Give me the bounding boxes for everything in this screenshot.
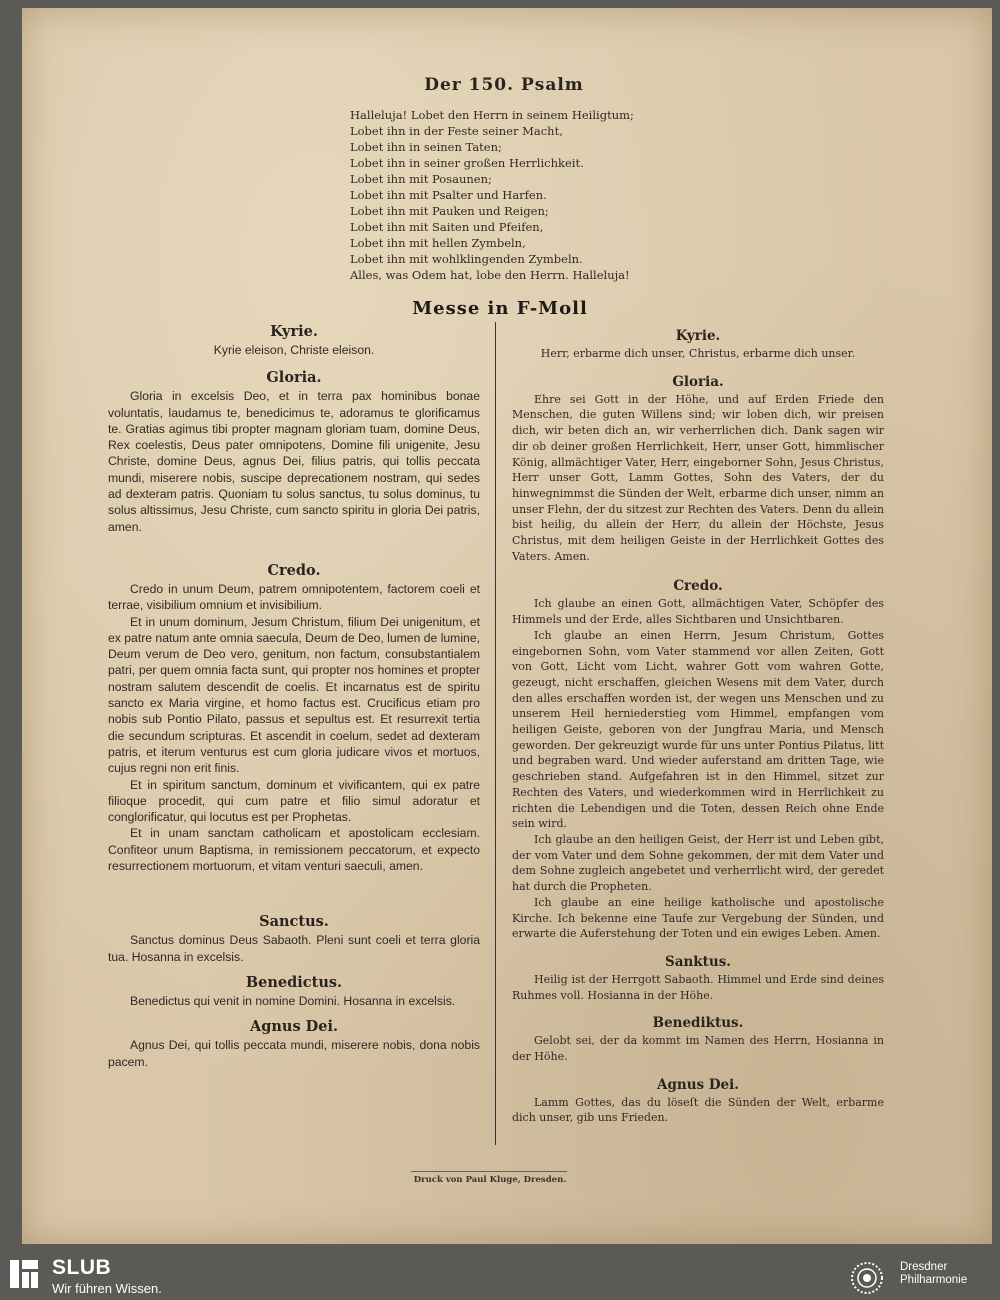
psalm-line: Lobet ihn in der Feste seiner Macht,	[350, 124, 563, 138]
latin-gloria-text: Gloria in excelsis Deo, et in terra pax hominibus bonae voluntatis, laudamus te, benedicimus te, adoramus te glorificamus te. Gratias agimus tibi propter magnam gloriam tuam, domine Deus, Rex coelestis, Deus pater omnipotens, Domine fili unigenite, Jesu Christe, domine Deus, agnus Dei, filius patris, qui tollis peccata mundi, miserere nobis, suscipe deprecationem nostram, qui sedes ad dexteram patris. Quoniam tu solus sanctus, tu solus dominus, tu solus altissimus, Jesu Christe, cum sancto spiritu in gloria Dei patris, amen.	[108, 389, 480, 534]
german-kyrie-text: Herr, erbarme dich unser, Christus, erbarme dich unser.	[540, 347, 856, 360]
printer-imprint: Druck von Paul Kluge, Dresden.	[413, 1175, 567, 1185]
footer-bar	[0, 1250, 1000, 1300]
german-credo-title: Credo.	[673, 578, 723, 595]
mass-title: Messe in F-Moll	[412, 298, 588, 319]
slub-name: SLUB	[52, 1256, 112, 1279]
psalm-title: Der 150. Psalm	[424, 75, 584, 95]
latin-credo-title: Credo.	[267, 561, 321, 579]
latin-agnus-title: Agnus Dei.	[249, 1018, 339, 1036]
german-sanctus-title: Sanktus.	[664, 953, 732, 970]
latin-credo-p1: Credo in unum Deum, patrem omnipotentem, factorem coeli et terrae, visibilium omnium et invisibilium.	[108, 581, 480, 613]
latin-kyrie-text: Kyrie eleison, Christe eleison.	[213, 343, 375, 357]
psalm-line: Lobet ihn mit Saiten und Pfeifen,	[350, 220, 544, 234]
latin-benedictus-text: Benedictus qui venit in nomine Domini. Hosanna in excelsis.	[130, 993, 456, 1008]
psalm-line: Lobet ihn in seinen Taten;	[350, 140, 502, 154]
philharmonie-line1: Dresdner	[900, 1261, 948, 1273]
psalm-line: Lobet ihn mit Posaunen;	[350, 172, 492, 186]
latin-kyrie-title: Kyrie.	[270, 323, 318, 340]
german-credo-p4: Ich glaube an eine heilige katholische und apostolische Kirche. Ich bekenne eine Taufe zur Vergebung der Sünden, und erwarte die Auferstehung der Toten und ein ewiges Leben. Amen.	[512, 895, 884, 941]
latin-gloria-title: Gloria.	[266, 369, 322, 387]
psalm-verses	[350, 107, 670, 283]
psalm-line: Lobet ihn mit hellen Zymbeln,	[350, 236, 526, 250]
german-credo-p3: Ich glaube an den heiligen Geist, der Herr ist und Leben gibt, der vom Vater und dem Sohne gekommen, der mit dem Vater und dem Sohne zugleich angebetet und verherrlicht wird, der geredet hat durch die Propheten.	[512, 832, 884, 894]
german-credo-p2: Ich glaube an einen Herrn, Jesum Christum, Gottes eingebornen Sohn, vom Vater stammend vor allen Zeiten, Gott von Gott, Licht vom Licht, wahrer Gott vom wahren Gotte, gezeugt, nicht erschaffen, gleichen Wesens mit dem Vater, durch den alles erschaffen worden ist, der wegen uns Menschen und zu unserem Heil herniederstieg vom Himmel, empfangen vom heiligen Geiste, geboren von der Jungfrau Maria, und Mensch geworden. Der gekreuzigt wurde für uns unter Pontius Pilatus, litt und begraben ward. Und wieder auferstand am dritten Tage, wie geschrieben stand. Aufgefahren ist in den Himmel, sitzet zur Rechten des Vaters, und wiederkommen wird in Herrlichkeit zu richten die Lebendigen und die Toten, dessen Reich ohne Ende sein wird.	[512, 628, 884, 831]
latin-credo-p2: Et in unum dominum, Jesum Christum, filium Dei unigenitum, et ex patre natum ante omnia saecula, Deum de Deo, lumen de lumine, Deum verum de Deo vero, genitum, non factum, consubstantialem patri, per quem omnia facta sunt, qui propter nos homines et propter nostram salutem descendit de coelis. Et incarnatus est de spiritu sancto ex Maria virgine, et homo factus est. Crucificus etiam pro nobis sub Pontio Pilato, passus et sepultus est. Et resurrexit tertia die secundum scripturas. Et ascendit in coelum, sedet ad dexteram patris, et iterum venturus est cum gloria judicare vivos et mortuos, cujus regni non erit finis.	[108, 614, 480, 776]
german-column	[512, 326, 884, 1126]
german-gloria-title: Gloria.	[672, 373, 724, 390]
psalm-line: Alles, was Odem hat, lobe den Herrn. Halleluja!	[350, 268, 630, 282]
philharmonie-line2: Philharmonie	[900, 1274, 968, 1286]
german-credo-p1: Ich glaube an einen Gott, allmächtigen Vater, Schöpfer des Himmels und der Erde, alles Sichtbaren und Unsichtbaren.	[512, 597, 884, 627]
german-gloria-text: Ehre sei Gott in der Höhe, und auf Erden Friede den Menschen, die guten Willens sind; wir loben dich, wir preisen dich, wir beten dich an, wir verherrlichen dich. Dank sagen wir dir ob deiner großen Herrlichkeit, Herr, unser Gott, himmlischer König, allmächtiger Vater, Herr, eingeborner Sohn, Jesus Christus, Herr unser Gott, Lamm Gottes, Sohn des Vaters, der du hinwegnimmst die Sünden der Welt, erbarme dich unser, nimm an unser Flehn, der du sitzest zur Rechten des Vaters. Denn du allein bist heilig, du allein der Herr, du allein der Höchste, Jesus Christus, mit dem heiligen Geiste in der Herrlichkeit Gottes des Vaters. Amen.	[512, 392, 884, 563]
psalm-line: Halleluja! Lobet den Herrn in seinem Heiligtum;	[350, 108, 634, 122]
philharmonie-logo-icon	[842, 1253, 892, 1299]
latin-sanctus-text: Sanctus dominus Deus Sabaoth. Pleni sunt coeli et terra gloria tua. Hosanna in excelsis.	[108, 933, 480, 964]
psalm-line: Lobet ihn mit Psalter und Harfen.	[350, 188, 547, 202]
latin-column	[108, 322, 480, 1070]
psalm-line: Lobet ihn mit Pauken und Reigen;	[350, 204, 549, 218]
german-agnus-text: Lamm Gottes, das du löseſt die Sünden der Welt, erbarme dich unser, gib uns Frieden.	[512, 1095, 884, 1125]
latin-credo-p3: Et in spiritum sanctum, dominum et vivificantem, qui ex patre filioque procedit, qui cum patre et filio simul adoratur et conglorificatur, qui locutus est per Prophetas.	[108, 777, 480, 825]
german-benedictus-title: Benediktus.	[652, 1015, 744, 1032]
latin-benedictus-title: Benedictus.	[245, 973, 343, 991]
slub-logo-icon	[8, 1258, 40, 1290]
german-agnus-title: Agnus Dei.	[657, 1076, 739, 1093]
psalm-line: Lobet ihn in seiner großen Herrlichkeit.	[350, 156, 584, 170]
latin-agnus-text: Agnus Dei, qui tollis peccata mundi, miserere nobis, dona nobis pacem.	[108, 1038, 480, 1069]
psalm-section	[0, 75, 1000, 282]
german-benedictus-text: Gelobt sei, der da kommt im Namen des Herrn, Hosianna in der Höhe.	[512, 1034, 884, 1064]
german-sanctus-text: Heilig ist der Herrgott Sabaoth. Himmel und Erde sind deines Ruhmes voll. Hosianna in der Höhe.	[512, 972, 884, 1002]
slub-tagline: Wir führen Wissen.	[52, 1281, 162, 1296]
psalm-line: Lobet ihn mit wohlklingenden Zymbeln.	[350, 252, 583, 266]
column-divider	[495, 322, 496, 1145]
philharmonie-name	[900, 1261, 967, 1287]
latin-sanctus-title: Sanctus.	[259, 913, 329, 931]
latin-credo-p4: Et in unam sanctam catholicam et apostolicam ecclesiam. Confiteor unum Baptisma, in remissionem peccatorum, et expecto resurrectionem mortuorum, et vitam venturi saeculi, amen.	[108, 826, 480, 874]
german-kyrie-title: Kyrie.	[675, 328, 721, 344]
printer-rule	[411, 1171, 567, 1172]
